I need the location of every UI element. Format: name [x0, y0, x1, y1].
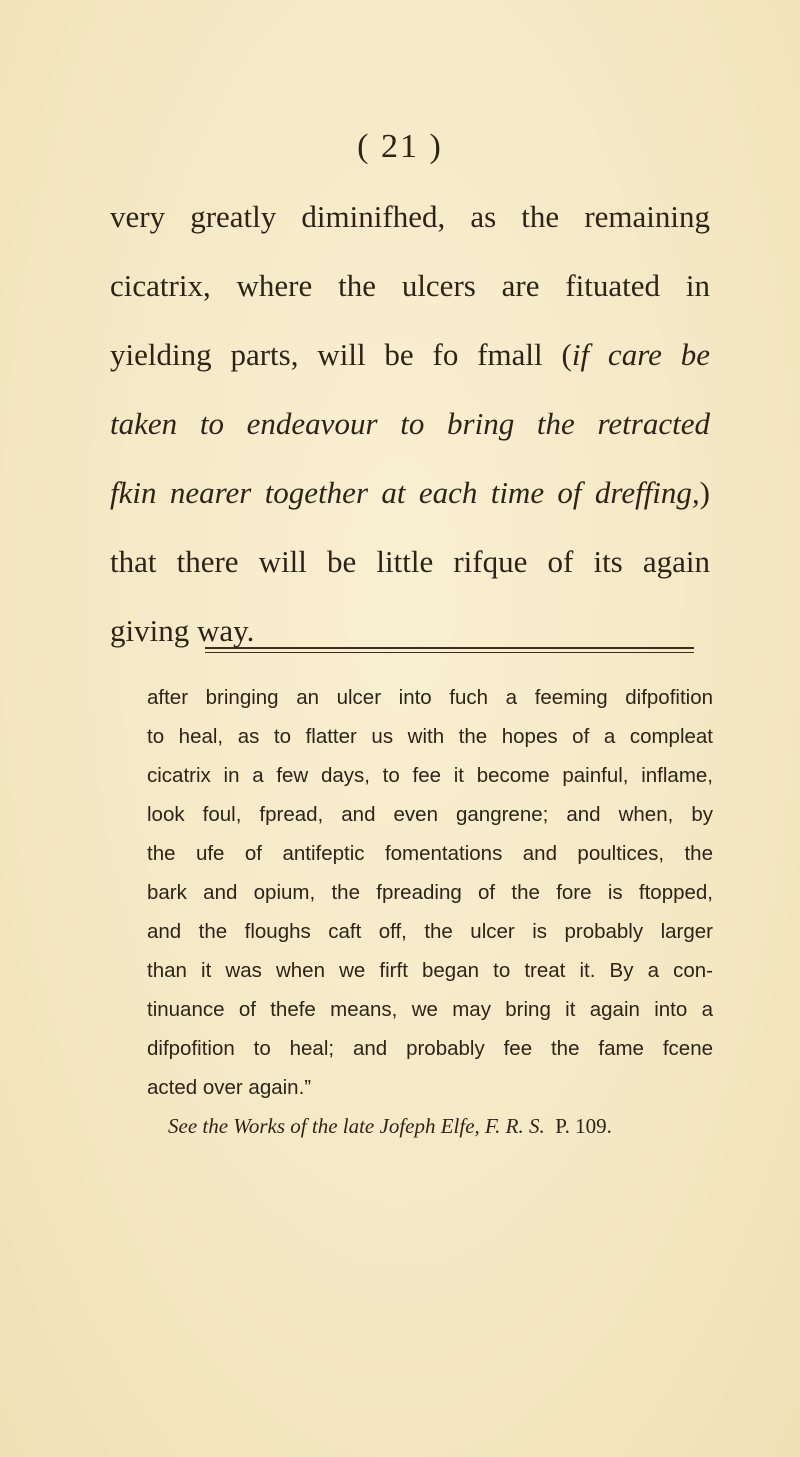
main-text-segment: yielding parts, will be fo fmall (	[110, 337, 572, 372]
main-text-italic-segment: fkin nearer together at each time of dreffing,	[110, 475, 700, 510]
citation-page: P. 109.	[555, 1114, 612, 1138]
footnote-line: to heal, as to flatter us with the hopes of a compleat	[147, 725, 713, 748]
footnote-line: bark and opium, the fpreading of the fore is ftopped,	[147, 881, 713, 904]
main-text-segment: )	[699, 475, 710, 510]
main-text-line: taken to endeavour to bring the retracted	[110, 406, 710, 441]
main-text-line: cicatrix, where the ulcers are fituated in	[110, 268, 710, 303]
main-text-line: giving way.	[110, 613, 255, 648]
footnote-line: than it was when we firft began to treat it. By a con-	[147, 959, 713, 982]
footnote-line: tinuance of thefe means, we may bring it again into a	[147, 998, 713, 1021]
footnote-line: cicatrix in a few days, to fee it become painful, inflame,	[147, 764, 713, 787]
main-text-line	[110, 458, 710, 527]
main-text-line: that there will be little rifque of its again	[110, 544, 710, 579]
main-text-block	[110, 182, 710, 665]
citation-source: See the Works of the late Jofeph Elfe, F. R. S.	[168, 1114, 545, 1138]
footnote-divider	[205, 647, 694, 649]
footnote-line: the ufe of antifeptic fomentations and poultices, the	[147, 842, 713, 865]
footnote-block	[147, 678, 713, 1146]
main-text-italic-segment: if care be	[571, 337, 710, 372]
footnote-line: acted over again.”	[147, 1076, 312, 1099]
main-text-line: very greatly diminifhed, as the remaining	[110, 199, 710, 234]
footnote-citation	[147, 1107, 713, 1146]
footnote-divider-thin	[205, 652, 694, 653]
footnote-line: look foul, fpread, and even gangrene; and when, by	[147, 803, 713, 826]
footnote-line: difpofition to heal; and probably fee the fame fcene	[147, 1037, 713, 1060]
footnote-line: after bringing an ulcer into fuch a feeming difpofition	[147, 686, 713, 709]
main-text-line	[110, 320, 710, 389]
page-number: ( 21 )	[357, 128, 443, 165]
footnote-line: and the floughs caft off, the ulcer is probably larger	[147, 920, 713, 943]
